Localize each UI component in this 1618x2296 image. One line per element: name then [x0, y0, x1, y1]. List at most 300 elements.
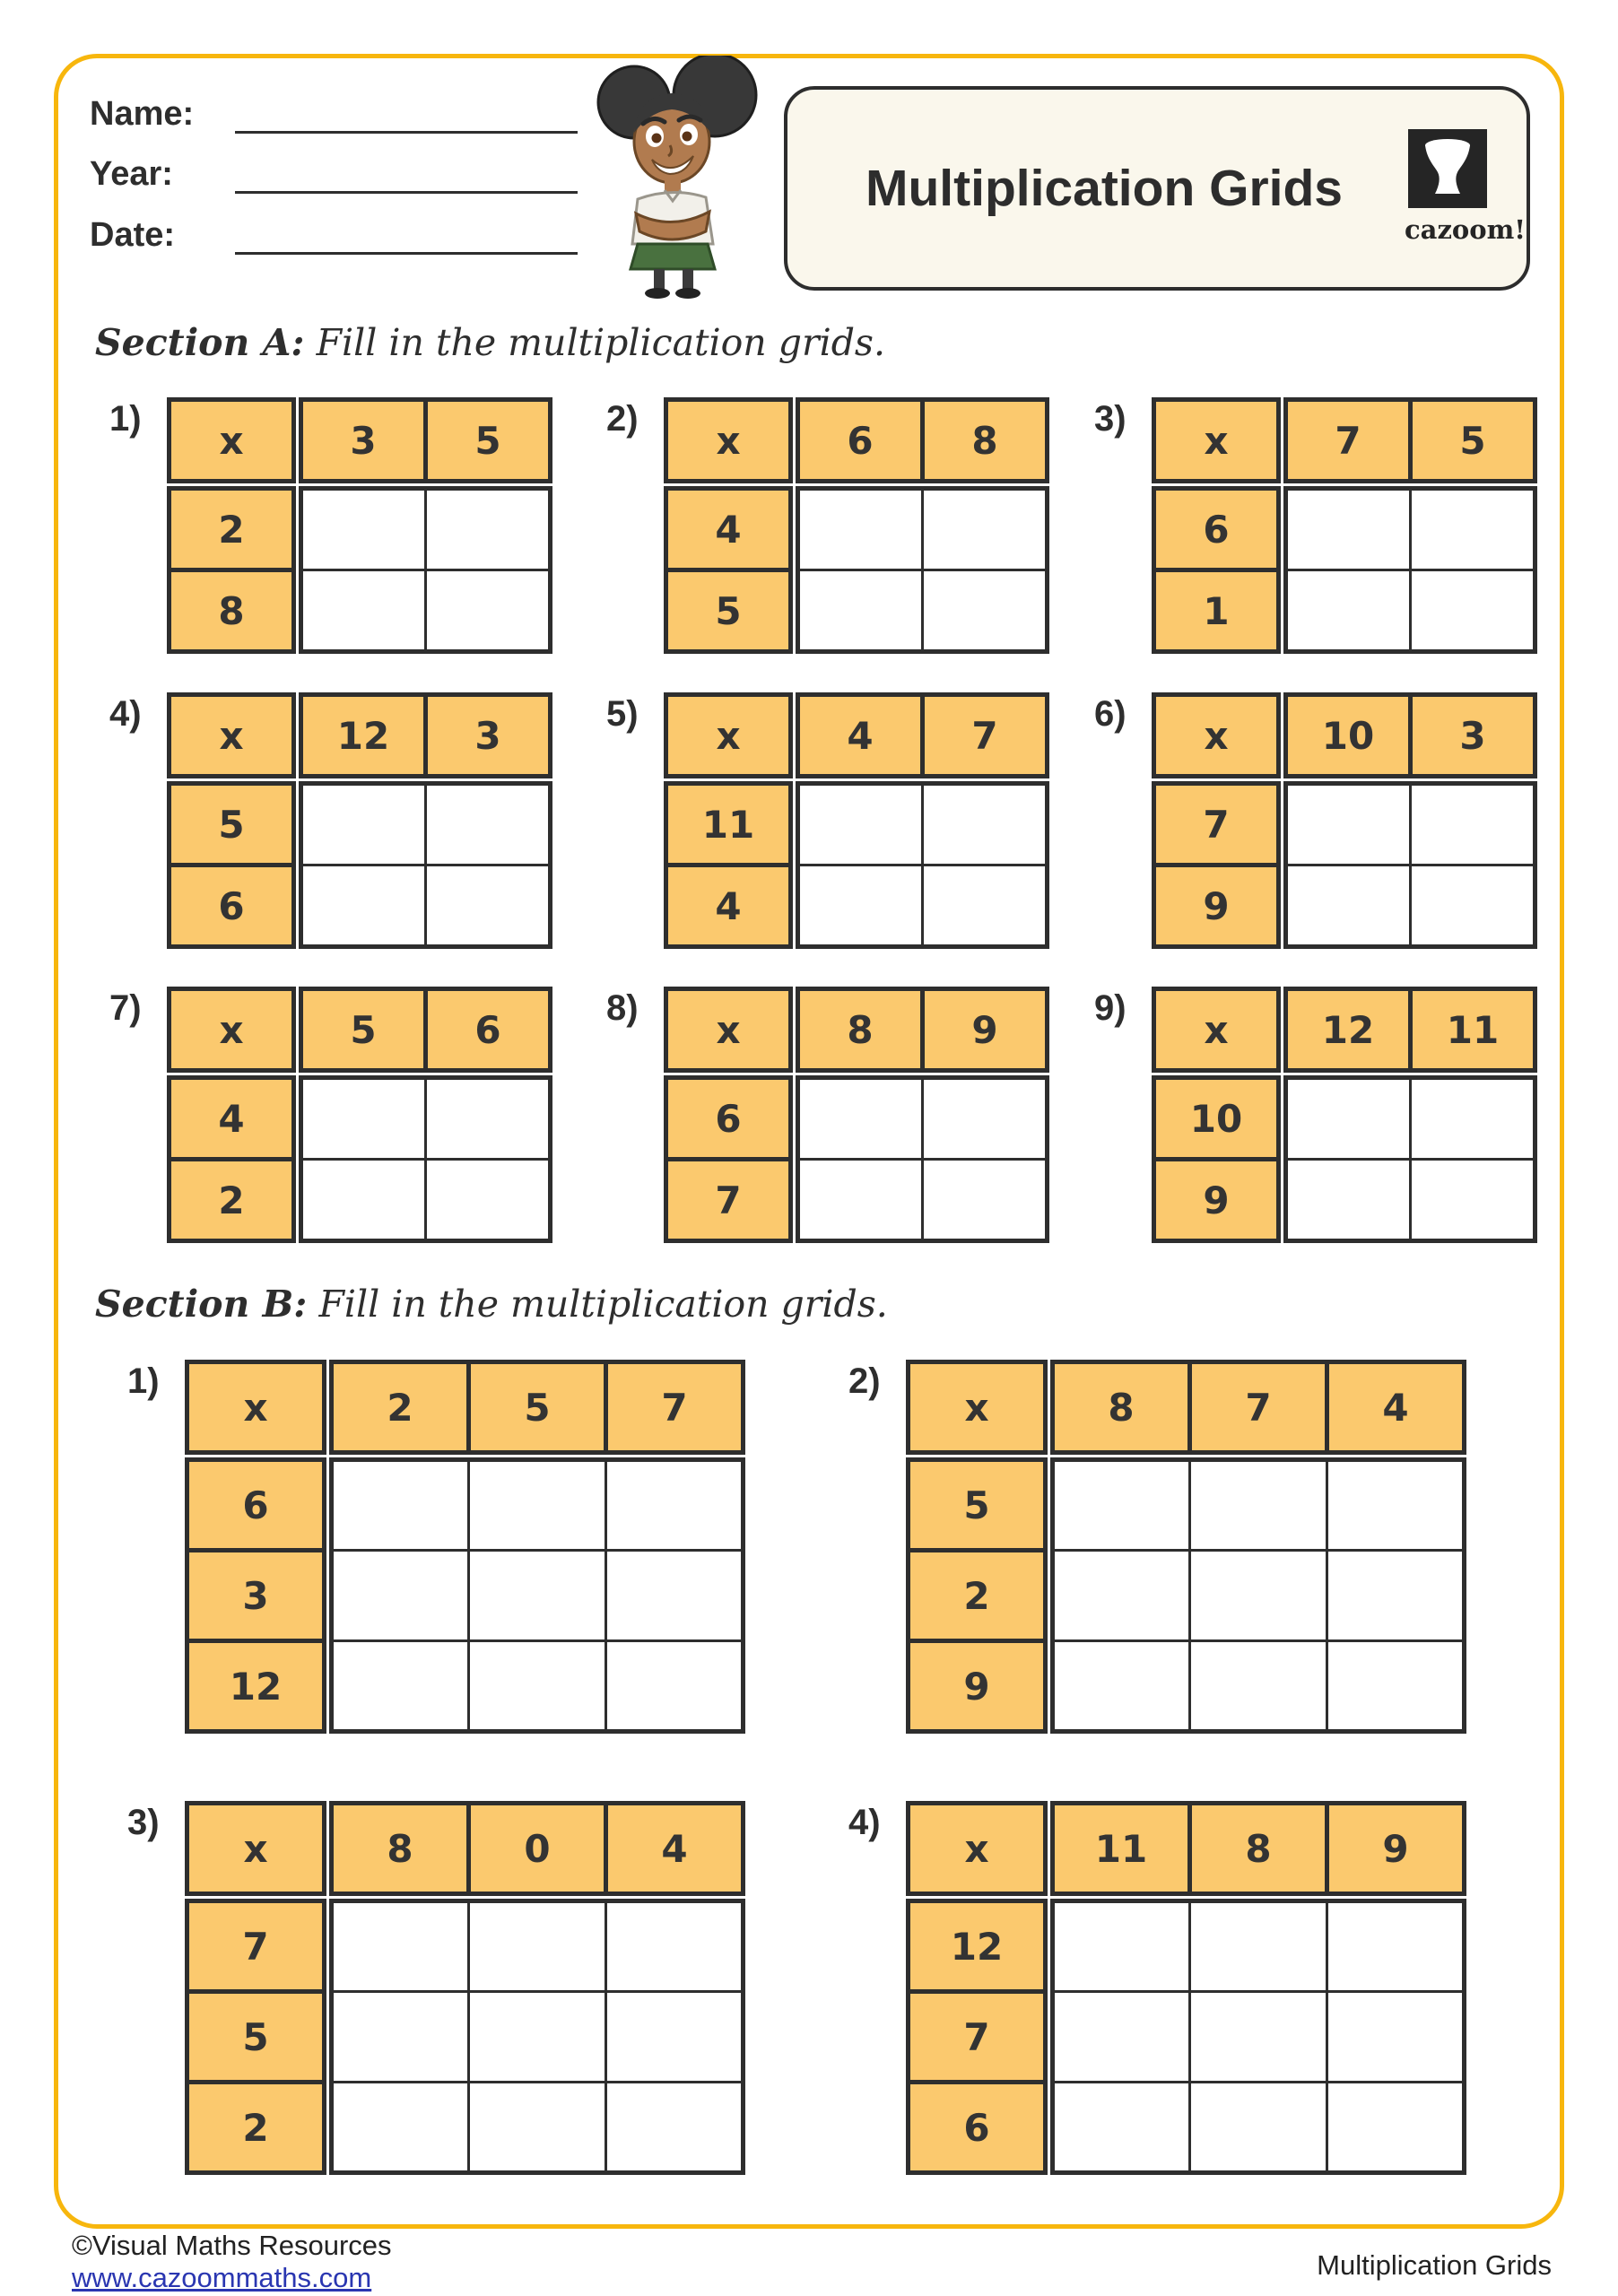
operator-cell: x — [909, 1804, 1046, 1894]
answer-cell — [1286, 1078, 1411, 1160]
grid-gap — [325, 1641, 332, 1732]
grid-gap — [1279, 1071, 1286, 1078]
column-header-cell: 7 — [1286, 400, 1411, 482]
grid-gap — [170, 1071, 294, 1078]
answer-cell — [606, 2083, 744, 2173]
answer-cell — [1411, 1078, 1535, 1160]
answer-cell — [1327, 1641, 1465, 1732]
grid-number: 2) — [606, 399, 639, 439]
column-header-cell: 3 — [426, 695, 551, 777]
row-header-cell: 5 — [909, 1460, 1046, 1551]
column-header-cell: 12 — [301, 695, 426, 777]
grid-gap — [791, 482, 798, 489]
grid-gap — [1279, 489, 1286, 570]
row-header-cell: 5 — [187, 1992, 325, 2083]
row-header-cell: 4 — [666, 865, 791, 947]
grid-gap — [294, 482, 301, 489]
grid-gap — [1053, 1894, 1190, 1901]
grid-gap — [1046, 2083, 1053, 2173]
grid-gap — [469, 1453, 606, 1460]
column-header-cell: 7 — [923, 695, 1048, 777]
column-header-cell: 9 — [1327, 1804, 1465, 1894]
grid-gap — [791, 489, 798, 570]
answer-cell — [469, 1901, 606, 1992]
multiplication-grid-table — [167, 987, 552, 1243]
row-header-cell: 2 — [909, 1551, 1046, 1641]
answer-cell — [332, 1641, 469, 1732]
grid-gap — [325, 1804, 332, 1894]
grid-a9 — [1094, 987, 1537, 1243]
grid-gap — [1053, 1453, 1190, 1460]
grid-gap — [791, 784, 798, 865]
grid-gap — [791, 1071, 798, 1078]
grid-number: 4) — [848, 1803, 881, 1842]
answer-cell — [1053, 1992, 1190, 2083]
answer-cell — [798, 784, 923, 865]
year-label: Year: — [90, 155, 173, 193]
student-girl-illustration — [578, 56, 771, 300]
grid-b3 — [127, 1801, 745, 2175]
answer-cell — [798, 1078, 923, 1160]
row-header-cell: 7 — [666, 1160, 791, 1241]
answer-cell — [798, 865, 923, 947]
answer-cell — [1053, 1641, 1190, 1732]
grid-gap — [294, 1071, 301, 1078]
grid-gap — [798, 482, 923, 489]
answer-cell — [1327, 1992, 1465, 2083]
grid-gap — [1286, 482, 1411, 489]
row-header-cell: 11 — [666, 784, 791, 865]
grid-gap — [426, 1071, 551, 1078]
grid-gap — [1046, 1901, 1053, 1992]
answer-cell — [469, 1551, 606, 1641]
grid-gap — [1411, 1071, 1535, 1078]
date-label: Date: — [90, 216, 176, 254]
answer-cell — [923, 570, 1048, 652]
column-header-cell: 2 — [332, 1362, 469, 1453]
row-header-cell: 12 — [187, 1641, 325, 1732]
answer-cell — [1411, 489, 1535, 570]
column-header-cell: 7 — [1190, 1362, 1327, 1453]
grid-gap — [294, 489, 301, 570]
answer-cell — [923, 865, 1048, 947]
answer-cell — [426, 570, 551, 652]
grid-gap — [909, 1453, 1046, 1460]
column-header-cell: 4 — [606, 1804, 744, 1894]
grid-gap — [187, 1894, 325, 1901]
year-field — [90, 153, 578, 194]
answer-cell — [1327, 1551, 1465, 1641]
grid-gap — [1190, 1894, 1327, 1901]
grid-a3 — [1094, 397, 1537, 654]
column-header-cell: 3 — [301, 400, 426, 482]
answer-cell — [332, 1992, 469, 2083]
operator-cell: x — [909, 1362, 1046, 1453]
row-header-cell: 5 — [170, 784, 294, 865]
answer-cell — [798, 570, 923, 652]
multiplication-grid-table — [906, 1801, 1466, 2175]
column-header-cell: 12 — [1286, 989, 1411, 1071]
grid-a6 — [1094, 692, 1537, 949]
operator-cell: x — [170, 695, 294, 777]
grid-gap — [791, 570, 798, 652]
row-header-cell: 9 — [909, 1641, 1046, 1732]
multiplication-grid — [906, 1360, 1466, 1734]
grid-gap — [1411, 482, 1535, 489]
answer-cell — [1286, 489, 1411, 570]
grid-gap — [426, 482, 551, 489]
copyright-text: ©Visual Maths Resources — [72, 2230, 392, 2261]
answer-cell — [923, 489, 1048, 570]
answer-cell — [301, 784, 426, 865]
grid-number: 3) — [127, 1803, 160, 1842]
grid-gap — [294, 570, 301, 652]
grid-gap — [1046, 1804, 1053, 1894]
column-header-cell: 8 — [1053, 1362, 1190, 1453]
grid-gap — [294, 400, 301, 482]
answer-cell — [1327, 2083, 1465, 2173]
grid-a4 — [109, 692, 552, 949]
multiplication-grid-table — [664, 397, 1049, 654]
operator-cell: x — [187, 1804, 325, 1894]
grid-gap — [798, 777, 923, 784]
cazoom-logo-word: cazoom! — [1405, 214, 1527, 245]
answer-cell — [332, 1901, 469, 1992]
answer-cell — [301, 489, 426, 570]
grid-gap — [325, 1362, 332, 1453]
answer-cell — [798, 1160, 923, 1241]
answer-cell — [1053, 2083, 1190, 2173]
grid-gap — [294, 695, 301, 777]
grid-gap — [332, 1894, 469, 1901]
grid-gap — [1046, 1460, 1053, 1551]
grid-number: 1) — [127, 1361, 160, 1401]
multiplication-grid-table — [664, 692, 1049, 949]
grid-gap — [301, 482, 426, 489]
answer-cell — [606, 1551, 744, 1641]
grid-gap — [791, 865, 798, 947]
multiplication-grid-table — [185, 1360, 745, 1734]
multiplication-grid-table — [1152, 397, 1537, 654]
grid-b4 — [848, 1801, 1466, 2175]
row-header-cell: 12 — [909, 1901, 1046, 1992]
grid-gap — [294, 777, 301, 784]
column-header-cell: 9 — [923, 989, 1048, 1071]
section-b-heading — [95, 1283, 888, 1326]
answer-cell — [1327, 1460, 1465, 1551]
column-header-cell: 6 — [798, 400, 923, 482]
grid-number: 9) — [1094, 988, 1127, 1028]
column-header-cell: 3 — [1411, 695, 1535, 777]
row-header-cell: 6 — [170, 865, 294, 947]
grid-gap — [170, 482, 294, 489]
answer-cell — [426, 489, 551, 570]
grid-number: 8) — [606, 988, 639, 1028]
answer-cell — [332, 1460, 469, 1551]
row-header-cell: 6 — [1154, 489, 1279, 570]
footer-title: Multiplication Grids — [1317, 2249, 1552, 2281]
grid-gap — [1046, 1641, 1053, 1732]
grid-gap — [187, 1453, 325, 1460]
column-header-cell: 5 — [1411, 400, 1535, 482]
multiplication-grid-table — [185, 1801, 745, 2175]
answer-cell — [426, 784, 551, 865]
operator-cell: x — [666, 695, 791, 777]
answer-cell — [426, 1078, 551, 1160]
grid-a2 — [606, 397, 1049, 654]
answer-cell — [1286, 784, 1411, 865]
answer-cell — [426, 1160, 551, 1241]
grid-gap — [325, 1551, 332, 1641]
grid-gap — [1279, 482, 1286, 489]
grid-gap — [325, 2083, 332, 2173]
grid-b1 — [127, 1360, 745, 1734]
column-header-cell: 5 — [426, 400, 551, 482]
column-header-cell: 11 — [1411, 989, 1535, 1071]
row-header-cell: 2 — [170, 1160, 294, 1241]
grid-gap — [1046, 1992, 1053, 2083]
grid-gap — [1286, 1071, 1411, 1078]
multiplication-grid-table — [664, 987, 1049, 1243]
answer-cell — [1327, 1901, 1465, 1992]
multiplication-grid-table — [906, 1360, 1466, 1734]
answer-cell — [923, 1160, 1048, 1241]
grid-gap — [325, 1894, 332, 1901]
section-a-heading — [95, 321, 885, 364]
grid-gap — [791, 400, 798, 482]
grid-gap — [791, 1160, 798, 1241]
grid-gap — [1046, 1362, 1053, 1453]
column-header-cell: 7 — [606, 1362, 744, 1453]
grid-gap — [909, 1894, 1046, 1901]
answer-cell — [301, 1160, 426, 1241]
row-header-cell: 7 — [1154, 784, 1279, 865]
answer-cell — [606, 1992, 744, 2083]
row-header-cell: 10 — [1154, 1078, 1279, 1160]
grid-gap — [294, 784, 301, 865]
column-header-cell: 5 — [301, 989, 426, 1071]
grid-gap — [294, 989, 301, 1071]
column-header-cell: 4 — [1327, 1362, 1465, 1453]
grid-gap — [606, 1453, 744, 1460]
grid-gap — [325, 1460, 332, 1551]
column-header-cell: 4 — [798, 695, 923, 777]
column-header-cell: 5 — [469, 1362, 606, 1453]
row-header-cell: 6 — [666, 1078, 791, 1160]
answer-cell — [301, 1078, 426, 1160]
grid-gap — [1279, 1160, 1286, 1241]
row-header-cell: 4 — [666, 489, 791, 570]
grid-gap — [1279, 1078, 1286, 1160]
operator-cell: x — [187, 1362, 325, 1453]
answer-cell — [1286, 570, 1411, 652]
grid-number: 2) — [848, 1361, 881, 1401]
row-header-cell: 6 — [187, 1460, 325, 1551]
grid-gap — [301, 1071, 426, 1078]
row-header-cell: 2 — [187, 2083, 325, 2173]
column-header-cell: 8 — [1190, 1804, 1327, 1894]
grid-gap — [1279, 400, 1286, 482]
answer-cell — [1411, 784, 1535, 865]
section-b-label: Section B: — [95, 1283, 308, 1326]
multiplication-grid — [664, 692, 1049, 949]
grid-b2 — [848, 1360, 1466, 1734]
grid-gap — [1154, 1071, 1279, 1078]
operator-cell: x — [666, 400, 791, 482]
multiplication-grid — [1152, 987, 1537, 1243]
answer-cell — [1053, 1460, 1190, 1551]
column-header-cell: 6 — [426, 989, 551, 1071]
grid-gap — [1190, 1453, 1327, 1460]
column-header-cell: 8 — [798, 989, 923, 1071]
grid-gap — [791, 695, 798, 777]
answer-cell — [1190, 1901, 1327, 1992]
date-field — [90, 214, 578, 255]
row-header-cell: 7 — [909, 1992, 1046, 2083]
row-header-cell: 6 — [909, 2083, 1046, 2173]
column-header-cell: 8 — [923, 400, 1048, 482]
title-box — [784, 86, 1530, 291]
worksheet-title: Multiplication Grids — [865, 160, 1343, 217]
answer-cell — [606, 1901, 744, 1992]
multiplication-grid — [1152, 397, 1537, 654]
grid-gap — [791, 989, 798, 1071]
answer-cell — [1411, 1160, 1535, 1241]
grid-gap — [1279, 865, 1286, 947]
grid-gap — [666, 482, 791, 489]
grid-gap — [666, 1071, 791, 1078]
section-b-instruction: Fill in the multiplication grids. — [318, 1283, 888, 1326]
grid-gap — [301, 777, 426, 784]
grid-number: 1) — [109, 399, 142, 439]
answer-cell — [1411, 570, 1535, 652]
multiplication-grid — [664, 397, 1049, 654]
operator-cell: x — [1154, 400, 1279, 482]
answer-cell — [1190, 1641, 1327, 1732]
grid-gap — [1154, 482, 1279, 489]
answer-cell — [1053, 1551, 1190, 1641]
grid-gap — [798, 1071, 923, 1078]
grid-gap — [1411, 777, 1535, 784]
multiplication-grid — [664, 987, 1049, 1243]
grid-number: 4) — [109, 694, 142, 734]
answer-cell — [1190, 1551, 1327, 1641]
grid-gap — [426, 777, 551, 784]
grid-gap — [1279, 784, 1286, 865]
row-header-cell: 8 — [170, 570, 294, 652]
section-a-label: Section A: — [95, 321, 305, 364]
grid-gap — [294, 1160, 301, 1241]
grid-gap — [332, 1453, 469, 1460]
operator-cell: x — [1154, 989, 1279, 1071]
grid-a7 — [109, 987, 552, 1243]
multiplication-grid-table — [167, 397, 552, 654]
column-header-cell: 10 — [1286, 695, 1411, 777]
answer-cell — [301, 865, 426, 947]
answer-cell — [1286, 1160, 1411, 1241]
operator-cell: x — [170, 400, 294, 482]
date-blank-line — [235, 214, 578, 255]
grid-gap — [1279, 695, 1286, 777]
operator-cell: x — [666, 989, 791, 1071]
grid-gap — [294, 1078, 301, 1160]
grid-a1 — [109, 397, 552, 654]
grid-gap — [325, 1453, 332, 1460]
answer-cell — [469, 1992, 606, 2083]
operator-cell: x — [1154, 695, 1279, 777]
grid-gap — [1154, 777, 1279, 784]
operator-cell: x — [170, 989, 294, 1071]
answer-cell — [469, 1460, 606, 1551]
grid-number: 6) — [1094, 694, 1127, 734]
grid-gap — [1327, 1453, 1465, 1460]
multiplication-grid — [906, 1801, 1466, 2175]
row-header-cell: 7 — [187, 1901, 325, 1992]
answer-cell — [1190, 1992, 1327, 2083]
row-header-cell: 9 — [1154, 1160, 1279, 1241]
grid-gap — [791, 777, 798, 784]
grid-gap — [791, 1078, 798, 1160]
cazoom-logo — [1405, 129, 1527, 245]
grid-number: 7) — [109, 988, 142, 1028]
cazoommaths-link[interactable]: www.cazoommaths.com — [72, 2262, 372, 2293]
grid-gap — [325, 1992, 332, 2083]
answer-cell — [301, 570, 426, 652]
row-header-cell: 9 — [1154, 865, 1279, 947]
grid-gap — [325, 1901, 332, 1992]
answer-cell — [923, 1078, 1048, 1160]
year-blank-line — [235, 153, 578, 194]
grid-gap — [666, 777, 791, 784]
grid-gap — [1279, 777, 1286, 784]
grid-gap — [1046, 1551, 1053, 1641]
multiplication-grid-table — [1152, 987, 1537, 1243]
name-blank-line — [235, 93, 578, 134]
multiplication-grid — [167, 987, 552, 1243]
grid-gap — [606, 1894, 744, 1901]
answer-cell — [1053, 1901, 1190, 1992]
multiplication-grid — [185, 1801, 745, 2175]
answer-cell — [426, 865, 551, 947]
answer-cell — [923, 784, 1048, 865]
name-field — [90, 93, 578, 134]
grid-number: 5) — [606, 694, 639, 734]
multiplication-grid — [185, 1360, 745, 1734]
answer-cell — [1190, 2083, 1327, 2173]
grid-gap — [170, 777, 294, 784]
grid-a8 — [606, 987, 1049, 1243]
row-header-cell: 4 — [170, 1078, 294, 1160]
multiplication-grid — [167, 692, 552, 949]
djembe-drum-icon — [1408, 129, 1487, 208]
grid-gap — [294, 865, 301, 947]
row-header-cell: 5 — [666, 570, 791, 652]
name-label: Name: — [90, 95, 195, 133]
answer-cell — [469, 2083, 606, 2173]
multiplication-grid — [1152, 692, 1537, 949]
column-header-cell: 11 — [1053, 1804, 1190, 1894]
grid-gap — [1046, 1894, 1053, 1901]
answer-cell — [606, 1460, 744, 1551]
grid-gap — [1046, 1453, 1053, 1460]
answer-cell — [332, 2083, 469, 2173]
grid-gap — [1279, 989, 1286, 1071]
row-header-cell: 1 — [1154, 570, 1279, 652]
section-a-instruction: Fill in the multiplication grids. — [316, 321, 886, 364]
multiplication-grid-table — [1152, 692, 1537, 949]
row-header-cell: 3 — [187, 1551, 325, 1641]
answer-cell — [1286, 865, 1411, 947]
